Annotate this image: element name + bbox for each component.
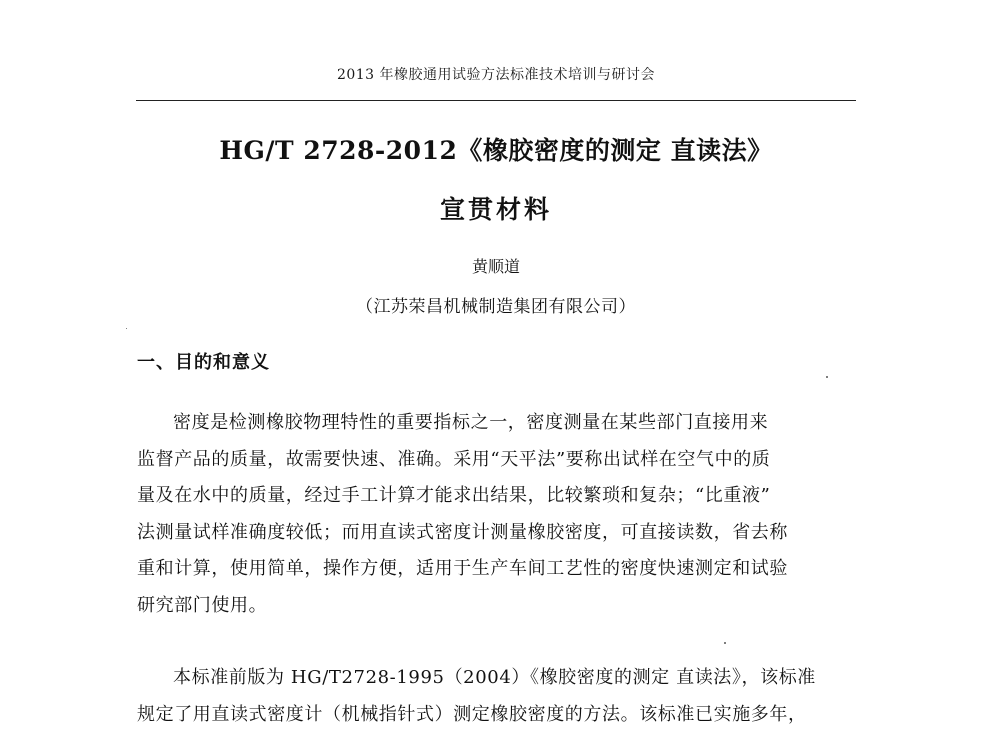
paragraph-line: 重和计算，使用简单，操作方便，适用于生产车间工艺性的密度快速测定和试验 xyxy=(137,558,788,579)
paragraph-line: 量及在水中的质量，经过手工计算才能求出结果，比较繁琐和复杂；“比重液” xyxy=(137,485,771,506)
document-title: HG/T 2728-2012《橡胶密度的测定 直读法》 xyxy=(219,136,773,165)
author-name: 黄顺道 xyxy=(471,257,520,276)
scan-speck xyxy=(126,328,127,329)
paragraph-line: 法测量试样准确度较低；而用直读式密度计测量橡胶密度，可直接读数，省去称 xyxy=(137,521,788,543)
section-heading: 一、目的和意义 xyxy=(137,352,270,373)
paragraph-line: 本标准前版为 HG/T2728-1995（2004）《橡胶密度的测定 直读法》，该标准 xyxy=(173,667,816,688)
paragraph-line: 密度是检测橡胶物理特性的重要指标之一，密度测量在某些部门直接用来 xyxy=(173,412,769,433)
paragraph-line: 规定了用直读式密度计（机械指针式）测定橡胶密度的方法。该标准已实施多年， xyxy=(137,703,807,725)
paragraph-line: 监督产品的质量，故需要快速、准确。采用“天平法”要称出试样在空气中的质 xyxy=(137,448,771,470)
paragraph xyxy=(137,660,853,733)
paragraph xyxy=(137,405,853,624)
scan-speck xyxy=(724,642,726,644)
scan-speck xyxy=(826,376,828,378)
header-rule xyxy=(136,100,856,101)
author-affiliation: （江苏荣昌机械制造集团有限公司） xyxy=(356,297,636,317)
document-subtitle: 宣贯材料 xyxy=(439,195,552,224)
running-header: 2013 年橡胶通用试验方法标准技术培训与研讨会 xyxy=(336,67,656,83)
paragraph-line: 研究部门使用。 xyxy=(137,594,268,616)
